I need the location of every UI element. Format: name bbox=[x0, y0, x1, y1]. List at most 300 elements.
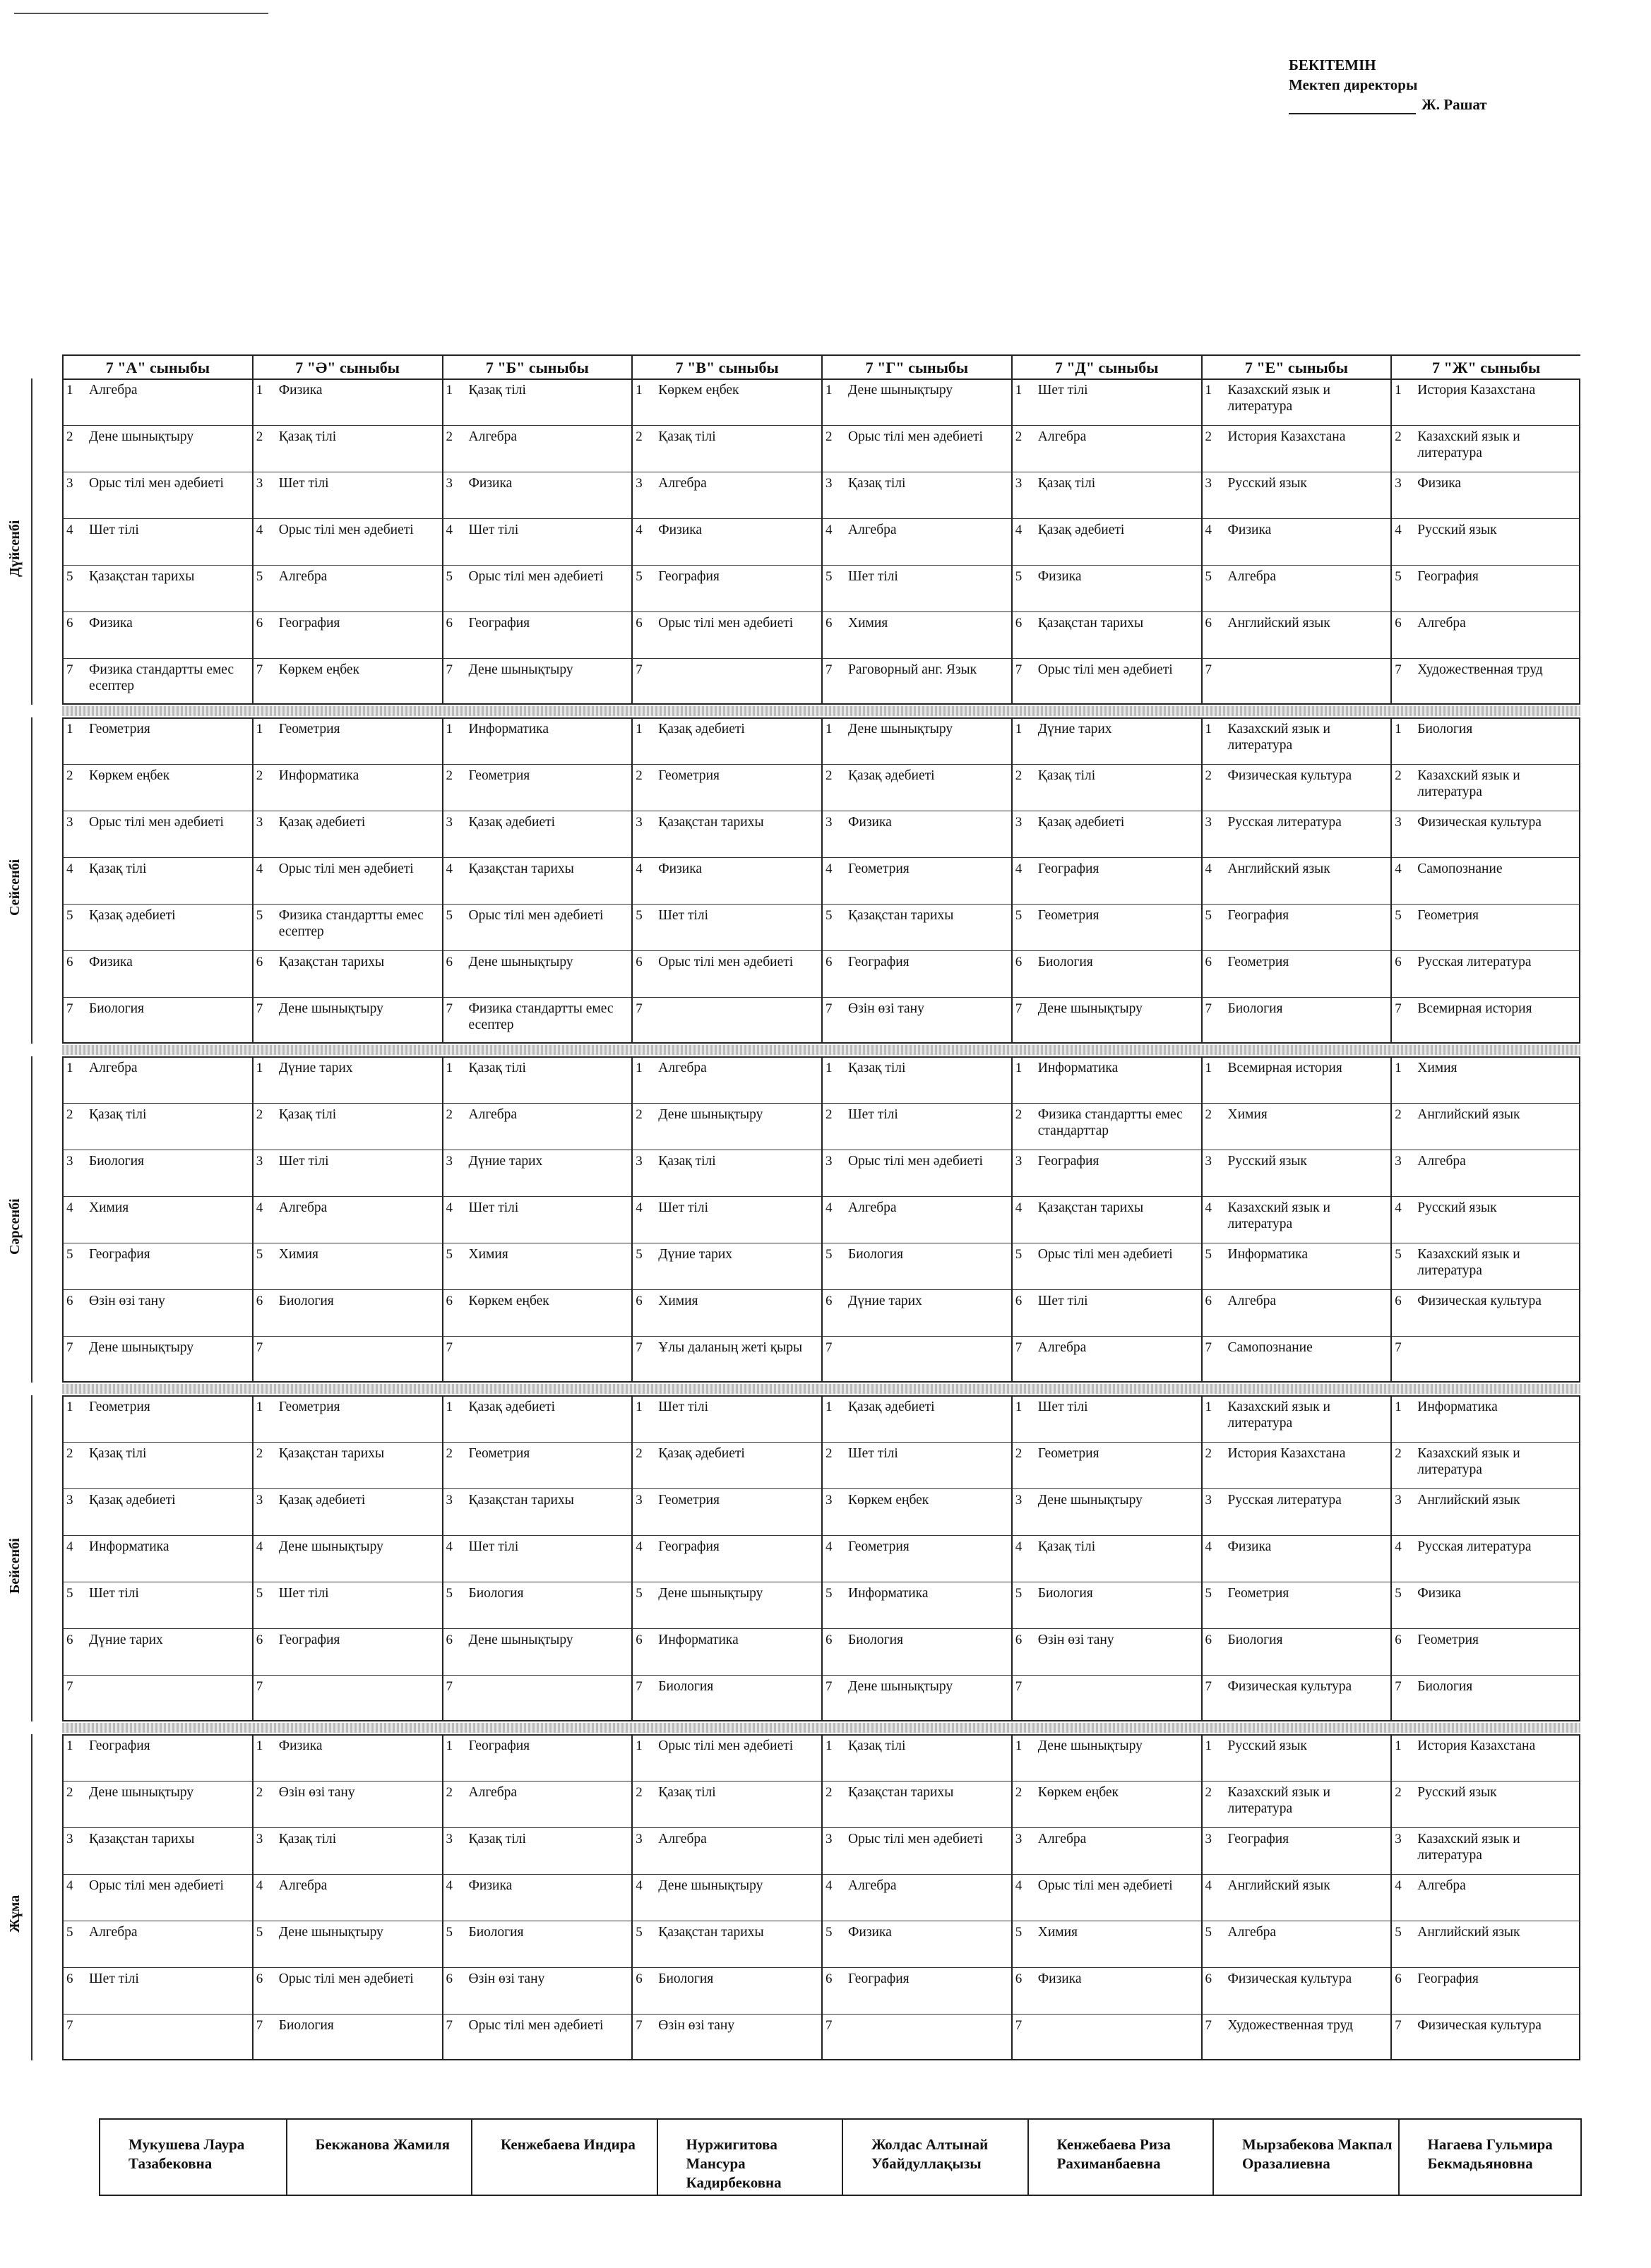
lesson-cell bbox=[1011, 1289, 1201, 1336]
lesson-number: 3 bbox=[1205, 815, 1212, 830]
lesson-number: 4 bbox=[256, 1878, 263, 1893]
lesson-number: 3 bbox=[1205, 1493, 1212, 1508]
lesson-number: 5 bbox=[636, 1247, 643, 1262]
lesson-number: 4 bbox=[446, 523, 453, 537]
lesson-subject: Всемирная история bbox=[1417, 1001, 1532, 1016]
lesson-number: 5 bbox=[1205, 1586, 1212, 1601]
lesson-subject: Шет тілі bbox=[278, 476, 329, 491]
lesson-subject: География bbox=[468, 1738, 530, 1753]
lesson-cell bbox=[631, 472, 821, 518]
lesson-number: 3 bbox=[66, 1154, 73, 1169]
lesson-subject: Алгебра bbox=[1227, 569, 1277, 584]
lesson-subject: Орыс тілі мен әдебиеті bbox=[468, 908, 604, 923]
lesson-cell bbox=[821, 1827, 1011, 1874]
lesson-subject: Казахский язык и литература bbox=[1417, 1247, 1520, 1278]
lesson-subject: Физическая культура bbox=[1417, 2018, 1542, 2033]
lesson-number: 7 bbox=[826, 662, 833, 677]
lesson-cell bbox=[1201, 1781, 1391, 1827]
lesson-number: 6 bbox=[446, 1294, 453, 1308]
lesson-cell bbox=[821, 1150, 1011, 1196]
lesson-number: 7 bbox=[1205, 1679, 1212, 1694]
lesson-subject: Казахский язык и литература bbox=[1417, 429, 1520, 460]
lesson-cell bbox=[1201, 950, 1391, 997]
lesson-cell bbox=[1390, 1103, 1580, 1150]
lesson-subject: Алгебра bbox=[1227, 1294, 1277, 1308]
lesson-cell bbox=[1011, 1582, 1201, 1628]
lesson-number: 5 bbox=[1395, 569, 1402, 584]
lesson-subject: Биология bbox=[468, 1586, 524, 1601]
lesson-cell bbox=[252, 1675, 442, 1721]
lesson-cell bbox=[1201, 1196, 1391, 1243]
lesson-number: 6 bbox=[256, 1294, 263, 1308]
day-separator bbox=[62, 1045, 1580, 1055]
lesson-subject: Биология bbox=[1227, 1633, 1283, 1647]
lesson-cell bbox=[1390, 1827, 1580, 1874]
lesson-number: 1 bbox=[826, 1738, 833, 1753]
lesson-subject: Алгебра bbox=[848, 1878, 897, 1893]
lesson-subject: Геометрия bbox=[658, 1493, 720, 1508]
lesson-number: 5 bbox=[1395, 908, 1402, 923]
lesson-cell bbox=[442, 565, 632, 611]
lesson-subject: География bbox=[1227, 1832, 1289, 1846]
lesson-cell bbox=[821, 1196, 1011, 1243]
lesson-cell bbox=[442, 811, 632, 857]
lesson-cell bbox=[1390, 518, 1580, 565]
lesson-cell bbox=[821, 1734, 1011, 1781]
lesson-subject: Физика bbox=[1037, 1971, 1082, 1986]
lesson-number: 2 bbox=[446, 429, 453, 444]
lesson-cell bbox=[1011, 1150, 1201, 1196]
lesson-cell bbox=[252, 1336, 442, 1383]
lesson-cell bbox=[1201, 1442, 1391, 1488]
lesson-cell bbox=[1390, 1150, 1580, 1196]
lesson-number: 7 bbox=[66, 1340, 73, 1355]
lesson-subject: Дене шынықтыру bbox=[848, 722, 953, 736]
lesson-cell bbox=[1201, 518, 1391, 565]
lesson-cell bbox=[821, 811, 1011, 857]
lesson-number: 3 bbox=[1015, 1493, 1023, 1508]
lesson-number: 7 bbox=[1395, 1679, 1402, 1694]
lesson-cell bbox=[631, 997, 821, 1044]
lesson-subject: Дүние тарих bbox=[468, 1154, 543, 1169]
lesson-cell bbox=[821, 717, 1011, 764]
lesson-subject: Қазақстан тарихы bbox=[848, 908, 954, 923]
lesson-cell bbox=[62, 1243, 252, 1289]
lesson-subject: Казахский язык и литература bbox=[1227, 722, 1330, 753]
lesson-number: 3 bbox=[826, 1493, 833, 1508]
lesson-number: 7 bbox=[826, 2018, 833, 2033]
lesson-subject: Орыс тілі мен әдебиеті bbox=[1037, 1878, 1173, 1893]
lesson-cell bbox=[442, 1734, 632, 1781]
lesson-subject: Орыс тілі мен әдебиеті bbox=[89, 476, 224, 491]
lesson-subject: Алгебра bbox=[1037, 1832, 1087, 1846]
lesson-number: 4 bbox=[1205, 1539, 1212, 1554]
lesson-subject: Физика bbox=[658, 861, 703, 876]
lesson-cell bbox=[1201, 1675, 1391, 1721]
lesson-number: 7 bbox=[1205, 1340, 1212, 1355]
lesson-subject: Биология bbox=[848, 1247, 904, 1262]
lesson-cell bbox=[1011, 1056, 1201, 1103]
lesson-cell bbox=[252, 1874, 442, 1921]
lesson-number: 1 bbox=[1395, 1399, 1402, 1414]
lesson-subject: Русский язык bbox=[1417, 523, 1497, 537]
lesson-subject: Дене шынықтыру bbox=[89, 1785, 194, 1800]
lesson-number: 1 bbox=[1015, 1061, 1023, 1075]
lesson-subject: Орыс тілі мен әдебиеті bbox=[848, 1832, 983, 1846]
lesson-number: 2 bbox=[66, 1785, 73, 1800]
lesson-cell bbox=[1201, 1056, 1391, 1103]
lesson-subject: Қазақ тілі bbox=[848, 1738, 906, 1753]
lesson-cell bbox=[821, 1921, 1011, 1967]
lesson-subject: Биология bbox=[1037, 955, 1093, 969]
lesson-number: 1 bbox=[66, 383, 73, 398]
top-rule bbox=[14, 13, 268, 14]
lesson-number: 3 bbox=[256, 1493, 263, 1508]
lesson-cell bbox=[1201, 1488, 1391, 1535]
lesson-subject: Көркем еңбек bbox=[89, 768, 170, 783]
lesson-cell bbox=[442, 1289, 632, 1336]
lesson-subject: Информатика bbox=[848, 1586, 929, 1601]
lesson-number: 1 bbox=[636, 1738, 643, 1753]
lesson-cell bbox=[1011, 1827, 1201, 1874]
schedule-table bbox=[62, 354, 1580, 2233]
lesson-cell bbox=[1011, 518, 1201, 565]
lesson-subject: Физическая культура bbox=[1227, 1679, 1352, 1694]
lesson-number: 1 bbox=[636, 722, 643, 736]
lesson-number: 4 bbox=[1205, 1200, 1212, 1215]
lesson-subject: Дене шынықтыру bbox=[658, 1586, 763, 1601]
lesson-subject: География bbox=[848, 1971, 910, 1986]
lesson-subject: Алгебра bbox=[1417, 1154, 1466, 1169]
lesson-subject: Қазақ тілі bbox=[468, 1061, 526, 1075]
lesson-number: 4 bbox=[1395, 1878, 1402, 1893]
lesson-number: 4 bbox=[66, 1539, 73, 1554]
lesson-cell bbox=[1011, 378, 1201, 425]
lesson-number: 2 bbox=[256, 1446, 263, 1461]
lesson-number: 5 bbox=[256, 569, 263, 584]
lesson-subject: Дене шынықтыру bbox=[1037, 1493, 1143, 1508]
lesson-cell bbox=[631, 1395, 821, 1442]
lesson-cell bbox=[1390, 1196, 1580, 1243]
lesson-cell bbox=[631, 658, 821, 705]
lesson-subject: Информатика bbox=[658, 1633, 739, 1647]
lesson-subject: Орыс тілі мен әдебиеті bbox=[278, 1971, 414, 1986]
lesson-number: 4 bbox=[636, 523, 643, 537]
signature bbox=[1289, 113, 1416, 114]
lesson-subject: Биология bbox=[89, 1001, 145, 1016]
lesson-cell bbox=[1011, 1874, 1201, 1921]
lesson-cell bbox=[1011, 997, 1201, 1044]
lesson-subject: Самопознание bbox=[1227, 1340, 1313, 1355]
lesson-subject: Геометрия bbox=[468, 768, 530, 783]
lesson-cell bbox=[442, 1921, 632, 1967]
lesson-cell bbox=[631, 811, 821, 857]
lesson-number: 7 bbox=[1395, 1340, 1402, 1355]
lesson-cell bbox=[631, 1827, 821, 1874]
lesson-cell bbox=[821, 518, 1011, 565]
approval-position: Мектеп директоры bbox=[1289, 76, 1418, 93]
lesson-cell bbox=[62, 1395, 252, 1442]
lesson-subject: Қазақстан тарихы bbox=[848, 1785, 954, 1800]
lesson-number: 2 bbox=[446, 1446, 453, 1461]
lesson-number: 4 bbox=[1015, 861, 1023, 876]
lesson-number: 3 bbox=[446, 1493, 453, 1508]
lesson-number: 5 bbox=[636, 569, 643, 584]
lesson-cell bbox=[821, 764, 1011, 811]
lesson-cell bbox=[252, 472, 442, 518]
lesson-subject: Всемирная история bbox=[1227, 1061, 1342, 1075]
lesson-number: 6 bbox=[1205, 1971, 1212, 1986]
lesson-cell bbox=[442, 1103, 632, 1150]
lesson-number: 7 bbox=[1015, 662, 1023, 677]
lesson-number: 6 bbox=[256, 616, 263, 631]
lesson-number: 7 bbox=[446, 662, 453, 677]
lesson-number: 5 bbox=[826, 569, 833, 584]
lesson-subject: Көркем еңбек bbox=[848, 1493, 929, 1508]
lesson-cell bbox=[62, 1921, 252, 1967]
lesson-subject: Русская литература bbox=[1227, 1493, 1342, 1508]
lesson-subject: Қазақстан тарихы bbox=[658, 1925, 764, 1940]
lesson-cell bbox=[631, 1289, 821, 1336]
lesson-number: 1 bbox=[66, 1061, 73, 1075]
lesson-subject: Казахский язык и литература bbox=[1227, 1785, 1330, 1816]
lesson-cell bbox=[442, 997, 632, 1044]
lesson-number: 7 bbox=[1015, 1340, 1023, 1355]
lesson-cell bbox=[821, 950, 1011, 997]
lesson-cell bbox=[442, 1243, 632, 1289]
lesson-cell bbox=[821, 378, 1011, 425]
lesson-number: 4 bbox=[826, 523, 833, 537]
lesson-subject: Химия bbox=[1227, 1107, 1268, 1122]
lesson-cell bbox=[62, 1582, 252, 1628]
lesson-number: 4 bbox=[1015, 1539, 1023, 1554]
lesson-subject: Дене шынықтыру bbox=[278, 1539, 383, 1554]
lesson-subject: Шет тілі bbox=[848, 1107, 898, 1122]
lesson-cell bbox=[442, 717, 632, 764]
lesson-number: 5 bbox=[1205, 1247, 1212, 1262]
day-label-bar bbox=[31, 1734, 32, 2060]
lesson-cell bbox=[1011, 1243, 1201, 1289]
lesson-number: 6 bbox=[826, 616, 833, 631]
lesson-cell bbox=[1390, 857, 1580, 904]
lesson-number: 3 bbox=[66, 476, 73, 491]
lesson-cell bbox=[631, 717, 821, 764]
teachers-row bbox=[99, 2118, 1582, 2196]
lesson-subject: Казахский язык и литература bbox=[1417, 1832, 1520, 1863]
lesson-subject: Информатика bbox=[1227, 1247, 1309, 1262]
lesson-cell bbox=[442, 764, 632, 811]
lesson-cell bbox=[1011, 1103, 1201, 1150]
lesson-number: 5 bbox=[446, 908, 453, 923]
approval-stamp bbox=[1289, 55, 1585, 114]
lesson-cell bbox=[442, 1336, 632, 1383]
lesson-subject: Қазақ тілі bbox=[848, 1061, 906, 1075]
lesson-cell bbox=[1201, 1243, 1391, 1289]
lesson-cell bbox=[1390, 1582, 1580, 1628]
lesson-subject: Дүние тарих bbox=[658, 1247, 733, 1262]
lesson-cell bbox=[252, 1582, 442, 1628]
lesson-subject: Қазақ әдебиеті bbox=[278, 815, 366, 830]
lesson-number: 2 bbox=[636, 768, 643, 783]
class-header: 7 "Ә" сыныбы bbox=[252, 354, 442, 378]
lesson-subject: Шет тілі bbox=[1037, 383, 1088, 398]
lesson-subject: Қазақ әдебиеті bbox=[658, 1446, 745, 1461]
lesson-subject: Өзін өзі тану bbox=[468, 1971, 545, 1986]
lesson-cell bbox=[1390, 1488, 1580, 1535]
lesson-subject: Шет тілі bbox=[89, 1586, 139, 1601]
lesson-subject: Алгебра bbox=[89, 1061, 138, 1075]
lesson-subject: География bbox=[1417, 1971, 1479, 1986]
lesson-cell bbox=[62, 1442, 252, 1488]
lesson-number: 7 bbox=[636, 1340, 643, 1355]
lesson-number: 2 bbox=[1205, 1446, 1212, 1461]
lesson-number: 2 bbox=[1205, 1785, 1212, 1800]
lesson-cell bbox=[631, 2014, 821, 2060]
lesson-subject: География bbox=[658, 569, 720, 584]
lesson-cell bbox=[252, 518, 442, 565]
lesson-number: 6 bbox=[826, 955, 833, 969]
lesson-number: 1 bbox=[256, 1738, 263, 1753]
lesson-number: 7 bbox=[66, 662, 73, 677]
lesson-cell bbox=[442, 1675, 632, 1721]
lesson-number: 5 bbox=[66, 1925, 73, 1940]
lesson-number: 5 bbox=[826, 1247, 833, 1262]
lesson-cell bbox=[821, 1243, 1011, 1289]
lesson-cell bbox=[62, 811, 252, 857]
lesson-number: 3 bbox=[636, 815, 643, 830]
lesson-subject: Геометрия bbox=[89, 722, 150, 736]
lesson-cell bbox=[1011, 1675, 1201, 1721]
lesson-subject: Орыс тілі мен әдебиеті bbox=[89, 1878, 224, 1893]
lesson-subject: Геометрия bbox=[1037, 908, 1099, 923]
lesson-cell bbox=[1201, 2014, 1391, 2060]
lesson-subject: Қазақ тілі bbox=[468, 1832, 526, 1846]
lesson-subject: Қазақ тілі bbox=[278, 429, 337, 444]
approval-signature-line bbox=[1289, 95, 1585, 114]
lesson-subject: Алгебра bbox=[1037, 429, 1087, 444]
lesson-number: 5 bbox=[256, 1247, 263, 1262]
lesson-number: 2 bbox=[446, 768, 453, 783]
lesson-number: 2 bbox=[256, 1107, 263, 1122]
lesson-cell bbox=[252, 658, 442, 705]
lesson-cell bbox=[1390, 904, 1580, 950]
lesson-subject: Шет тілі bbox=[89, 523, 139, 537]
lesson-number: 3 bbox=[1015, 1832, 1023, 1846]
lesson-number: 6 bbox=[66, 616, 73, 631]
lesson-number: 4 bbox=[66, 861, 73, 876]
lesson-number: 2 bbox=[66, 1107, 73, 1122]
lesson-subject: История Казахстана bbox=[1227, 1446, 1346, 1461]
lesson-cell bbox=[631, 1675, 821, 1721]
lesson-number: 2 bbox=[1015, 768, 1023, 783]
lesson-subject: Шет тілі bbox=[468, 1200, 519, 1215]
lesson-cell bbox=[1011, 1734, 1201, 1781]
lesson-subject: Қазақстан тарихы bbox=[278, 1446, 385, 1461]
lesson-subject: Орыс тілі мен әдебиеті bbox=[468, 569, 604, 584]
lesson-cell bbox=[1011, 764, 1201, 811]
lesson-cell bbox=[1011, 1781, 1201, 1827]
lesson-number: 3 bbox=[826, 815, 833, 830]
lesson-number: 3 bbox=[446, 1832, 453, 1846]
lesson-number: 5 bbox=[1395, 1925, 1402, 1940]
lesson-subject: Геометрия bbox=[89, 1399, 150, 1414]
lesson-number: 3 bbox=[1015, 1154, 1023, 1169]
lesson-number: 2 bbox=[826, 768, 833, 783]
lesson-cell bbox=[631, 857, 821, 904]
lesson-subject: Қазақстан тарихы bbox=[1037, 616, 1144, 631]
lesson-number: 6 bbox=[1205, 955, 1212, 969]
lesson-number: 6 bbox=[1395, 1294, 1402, 1308]
lesson-number: 3 bbox=[1205, 476, 1212, 491]
lesson-cell bbox=[442, 658, 632, 705]
lesson-subject: Орыс тілі мен әдебиеті bbox=[658, 955, 794, 969]
lesson-number: 5 bbox=[826, 908, 833, 923]
lesson-subject: Қазақ әдебиеті bbox=[848, 768, 935, 783]
lesson-number: 1 bbox=[1205, 1738, 1212, 1753]
lesson-cell bbox=[442, 1582, 632, 1628]
lesson-subject: Физика стандартты емес есептер bbox=[468, 1001, 614, 1032]
lesson-number: 1 bbox=[1395, 722, 1402, 736]
lesson-subject: Физика bbox=[848, 1925, 892, 1940]
lesson-cell bbox=[252, 1056, 442, 1103]
lesson-cell bbox=[1201, 1395, 1391, 1442]
lesson-subject: Физическая культура bbox=[1417, 1294, 1542, 1308]
lesson-subject: География bbox=[658, 1539, 720, 1554]
lesson-cell bbox=[1390, 1535, 1580, 1582]
lesson-subject: Орыс тілі мен әдебиеті bbox=[658, 616, 794, 631]
class-header: 7 "Е" сыныбы bbox=[1201, 354, 1391, 378]
lesson-cell bbox=[631, 1488, 821, 1535]
lesson-cell bbox=[631, 611, 821, 658]
lesson-subject: География bbox=[848, 955, 910, 969]
lesson-subject: Қазақ тілі bbox=[278, 1107, 337, 1122]
lesson-number: 4 bbox=[256, 861, 263, 876]
lesson-cell bbox=[252, 378, 442, 425]
lesson-subject: Русский язык bbox=[1227, 476, 1307, 491]
lesson-subject: Химия bbox=[278, 1247, 319, 1262]
lesson-subject: Шет тілі bbox=[1037, 1399, 1088, 1414]
lesson-number: 1 bbox=[446, 1738, 453, 1753]
lesson-number: 2 bbox=[1395, 1107, 1402, 1122]
lesson-subject: Шет тілі bbox=[468, 523, 519, 537]
lesson-number: 2 bbox=[446, 1107, 453, 1122]
lesson-cell bbox=[1201, 1827, 1391, 1874]
lesson-cell bbox=[1011, 1488, 1201, 1535]
lesson-cell bbox=[62, 518, 252, 565]
lesson-subject: Алгебра bbox=[278, 1200, 328, 1215]
lesson-cell bbox=[1201, 378, 1391, 425]
lesson-cell bbox=[1201, 611, 1391, 658]
lesson-number: 1 bbox=[636, 1399, 643, 1414]
lesson-subject: Шет тілі bbox=[1037, 1294, 1088, 1308]
lesson-subject: Художественная труд bbox=[1417, 662, 1543, 677]
lesson-cell bbox=[631, 1243, 821, 1289]
lesson-number: 5 bbox=[1205, 1925, 1212, 1940]
lesson-number: 3 bbox=[1205, 1832, 1212, 1846]
lesson-cell bbox=[1390, 717, 1580, 764]
lesson-cell bbox=[1201, 472, 1391, 518]
lesson-cell bbox=[252, 1535, 442, 1582]
day-label: Жұма bbox=[7, 1894, 23, 1933]
lesson-cell bbox=[1201, 811, 1391, 857]
lesson-cell bbox=[442, 518, 632, 565]
lesson-number: 6 bbox=[826, 1633, 833, 1647]
lesson-number: 1 bbox=[1015, 383, 1023, 398]
lesson-number: 6 bbox=[1205, 1633, 1212, 1647]
lesson-subject: Физика bbox=[1417, 476, 1462, 491]
day-label-bar bbox=[31, 1395, 32, 1721]
lesson-cell bbox=[252, 611, 442, 658]
